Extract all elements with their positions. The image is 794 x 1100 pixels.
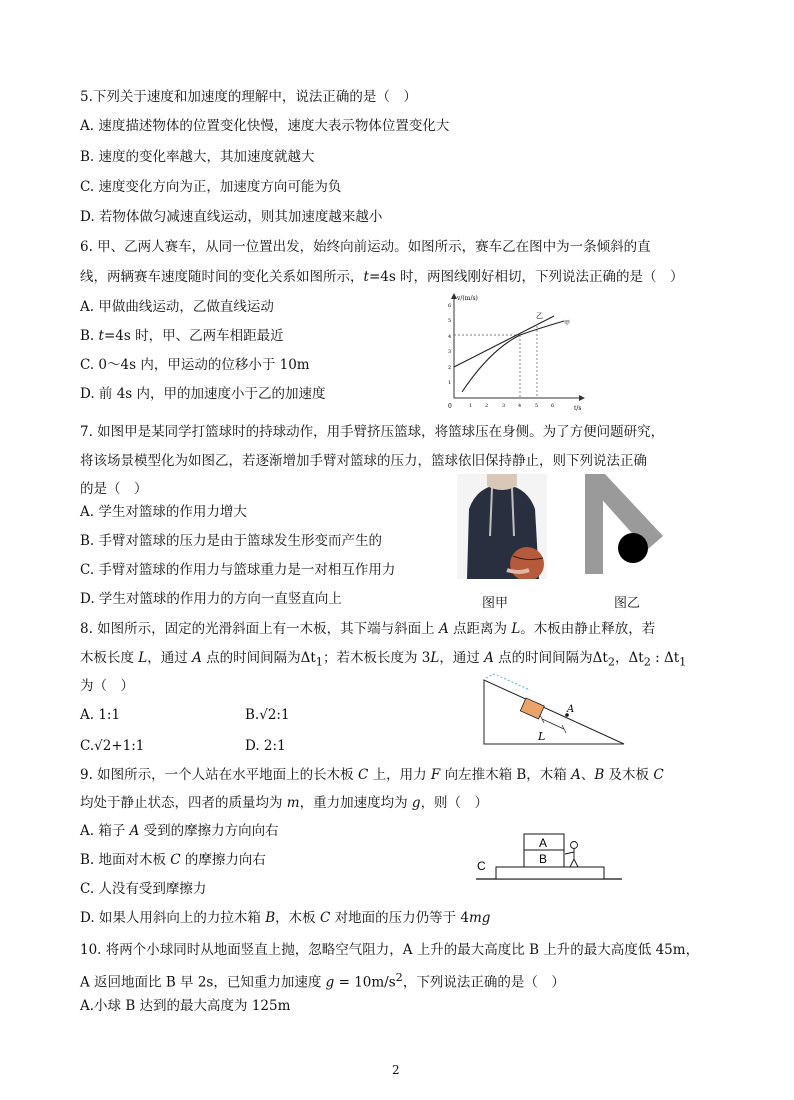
- label-jia: 甲: [564, 320, 571, 327]
- q6-option-b: B. t=4s 时，甲、乙两车相距最近: [80, 328, 284, 344]
- q7-stem-line3: 的是（ ）: [80, 481, 148, 497]
- q9-option-b: B. 地面对木板 C 的摩擦力向右: [80, 852, 266, 868]
- label-l: L: [538, 730, 546, 743]
- q10-stem-line2: A 返回地面比 B 早 2s，已知重力加速度 $g = 10m/s^2$，下列说法正确的是（ ）: [80, 971, 565, 991]
- q6-option-d: D. 前 4s 内，甲的加速度小于乙的加速度: [80, 386, 326, 402]
- x-tick-label: 5: [535, 403, 539, 409]
- y-axis-label: v/(m/s): [457, 295, 478, 302]
- y-tick-label: 5: [448, 318, 452, 324]
- x-tick-label: 1: [469, 403, 473, 409]
- person-icon: [565, 842, 578, 868]
- q8-stem-line2: 木板长度 L，通过 A 点的时间间隔为$\Delta t_1$；若木板长度为 3L，通过 A 点的时间间隔为$\Delta t_2$，$\Delta t_2$ : $\Delta t_1$: [80, 650, 687, 669]
- label-board-c: C: [477, 859, 486, 873]
- basketball-model: [585, 474, 665, 574]
- q8-stem-line1: 8. 如图所示，固定的光滑斜面上有一木板，其下端与斜面上 A 点距离为 L。木板由静止释放，若: [80, 621, 656, 637]
- q9-option-d: D. 如果人用斜向上的力拉木箱 B，木板 C 对地面的压力仍等于 4mg: [80, 910, 491, 926]
- q9-option-a: A. 箱子 A 受到的摩擦力方向向右: [80, 823, 279, 839]
- page-number: 2: [392, 1063, 400, 1077]
- q9-stem-line2: 均处于静止状态，四者的质量均为 m，重力加速度均为 g，则（ ）: [80, 795, 489, 811]
- q7-option-b: B. 手臂对篮球的压力是由于篮球发生形变而产生的: [80, 533, 383, 549]
- y-tick-labels: [448, 303, 451, 386]
- q10-option-a: A.小球 B 达到的最大高度为 125m: [80, 998, 291, 1014]
- boxes-figure: [474, 832, 624, 884]
- incline-figure: [480, 672, 630, 748]
- q6-stem-line2: 线，两辆赛车速度随时间的变化关系如图所示，t=4s 时，两图线刚好相切，下列说法正确的是（ ）: [80, 269, 684, 285]
- q6-option-c: C. 0～4s 内，甲运动的位移小于 10m: [80, 357, 310, 373]
- q7-option-c: C. 手臂对篮球的作用力与篮球重力是一对相互作用力: [80, 562, 396, 578]
- y-tick-label: 2: [448, 365, 452, 371]
- q6-stem-line1: 6. 甲、乙两人赛车，从同一位置出发，始终向前运动。如图所示，赛车乙在图中为一条倾斜的直: [80, 239, 651, 255]
- q10-stem-line1: 10. 将两个小球同时从地面竖直上抛，忽略空气阻力，A 上升的最大高度比 B 上升的最大高度低 45m，: [80, 942, 700, 958]
- y-tick-label: 6: [448, 303, 452, 309]
- caption-fig-yi: 图乙: [614, 596, 641, 611]
- q5-stem: 5.下列关于速度和加速度的理解中，说法正确的是（ ）: [80, 89, 417, 105]
- origin-label: 0: [448, 403, 452, 410]
- curve-jia: [462, 321, 564, 392]
- q7-stem-line1: 7. 如图甲是某同学打篮球时的持球动作，用手臂挤压篮球，将篮球压在身侧。为了方便问题研究，: [80, 424, 665, 440]
- x-tick-label: 2: [485, 403, 489, 409]
- q8-stem-line3: 为（ ）: [80, 678, 134, 694]
- line-yi: [454, 316, 554, 367]
- q9-option-c: C. 人没有受到摩擦力: [80, 881, 207, 897]
- q7-stem-line2: 将该场景模型化为如图乙，若逐渐增加手臂对篮球的压力，篮球依旧保持静止，则下列说法正确: [80, 453, 647, 469]
- label-box-b: B: [539, 852, 548, 866]
- q8-option-c: C.√2+1:1: [80, 738, 145, 754]
- y-tick-label: 4: [448, 334, 452, 340]
- basketball-photo: [457, 474, 547, 579]
- q6-option-a: A. 甲做曲线运动，乙做直线运动: [80, 299, 274, 315]
- x-tick-labels: [469, 403, 554, 409]
- label-yi: 乙: [536, 312, 543, 320]
- q8-option-a: A. 1:1: [80, 707, 121, 723]
- q7-option-d: D. 学生对篮球的作用力的方向一直竖直向上: [80, 591, 342, 607]
- q9-stem-line1: 9. 如图所示，一个人站在水平地面上的长木板 C 上，用力 F 向左推木箱 B，木箱 A、B 及木板 C: [80, 767, 664, 783]
- q5-option-a: A. 速度描述物体的位置变化快慢，速度大表示物体位置变化大: [80, 118, 450, 134]
- q5-option-b: B. 速度的变化率越大，其加速度就越大: [80, 149, 315, 165]
- q5-option-d: D. 若物体做匀减速直线运动，则其加速度越来越小: [80, 209, 383, 225]
- q5-option-c: C. 速度变化方向为正，加速度方向可能为负: [80, 179, 342, 195]
- q8-option-d: D. 2:1: [245, 738, 286, 754]
- q7-option-a: A. 学生对篮球的作用力增大: [80, 504, 247, 520]
- velocity-time-graph: [440, 288, 590, 418]
- x-tick-label: 3: [502, 403, 506, 409]
- y-tick-label: 3: [448, 349, 452, 355]
- label-a: A: [567, 704, 575, 715]
- q8-option-b: B.√2:1: [245, 707, 290, 723]
- y-tick-label: 1: [448, 380, 452, 386]
- caption-fig-jia: 图甲: [482, 596, 509, 611]
- x-tick-label: 4: [518, 403, 522, 409]
- x-tick-label: 6: [551, 403, 555, 409]
- x-axis-label: t/s: [574, 405, 582, 412]
- label-box-a: A: [539, 836, 548, 850]
